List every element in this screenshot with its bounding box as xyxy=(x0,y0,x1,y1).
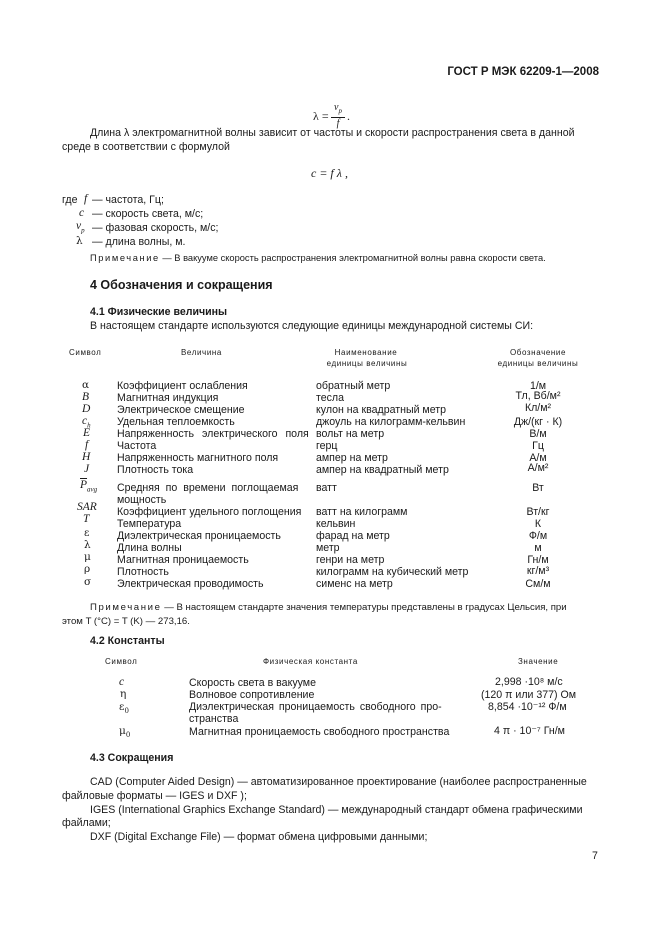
unit-symbol: Гц xyxy=(532,440,544,452)
quantity: Коэффициент удельного поглощения xyxy=(117,506,302,518)
const-symbol-eps0: $\varepsilon_0$ xyxy=(119,701,129,716)
symbol-alpha: α xyxy=(82,379,90,391)
symbol-b: B xyxy=(82,391,90,403)
section-4-title: 4 Обозначения и сокращения xyxy=(90,278,273,292)
const-name: Магнитная проницаемость свободного пространства xyxy=(189,726,450,738)
quantity: Частота xyxy=(117,440,157,452)
symbol-e: E xyxy=(83,427,91,439)
where-sym: f xyxy=(84,193,88,205)
document-header: ГОСТ Р МЭК 62209-1—2008 xyxy=(447,66,599,78)
const-name: Волновое сопротивление xyxy=(189,689,315,701)
symbol-pavg: $\overline{P}_{avg}$ xyxy=(80,479,98,494)
const-name: Диэлектрическая проницаемость свободного про- xyxy=(189,701,442,713)
quantity: Напряженность магнитного поля xyxy=(117,452,279,464)
unit-name: обратный метр xyxy=(316,380,391,392)
const-value: 8,854 ·10⁻¹² Ф/м xyxy=(488,701,567,713)
abbr-cad-cont: файловые форматы — IGES и DXF ); xyxy=(62,790,247,802)
unit-symbol: Тл, Вб/м² xyxy=(515,390,561,402)
unit-symbol: Дж/(кг · К) xyxy=(513,416,563,428)
intro-line-2: среде в соответствии с формулой xyxy=(62,141,230,153)
where-text: — скорость света, м/с; xyxy=(92,208,204,220)
unit-symbol: А/м² xyxy=(527,462,549,474)
quantity: Диэлектрическая проницаемость xyxy=(117,530,281,542)
unit-name: ампер на метр xyxy=(316,452,388,464)
note-temperature: Примечание — В настоящем стандарте значения температуры представлены в градусах Цельсия, при xyxy=(90,602,567,613)
const-symbol-mu0: $\mu_0$ xyxy=(119,725,131,740)
unit-name: джоуль на килограмм-кельвин xyxy=(316,416,466,428)
unit-name: ватт xyxy=(316,482,337,494)
symbol-t: T xyxy=(83,513,90,525)
quantity: Коэффициент ослабления xyxy=(117,380,248,392)
quantity: Напряженность электрического поля xyxy=(117,428,309,440)
where-text: — длина волны, м. xyxy=(92,236,186,248)
abbr-cad: CAD (Computer Aided Design) — автоматизированное проектирование (наиболее распространенные xyxy=(90,776,587,788)
symbol-sar: SAR xyxy=(77,501,97,513)
unit-name: кельвин xyxy=(316,518,356,530)
symbol-f: f xyxy=(85,439,89,451)
unit-symbol: См/м xyxy=(525,578,551,590)
symbol-rho: ρ xyxy=(84,563,91,575)
symbol-mu: μ xyxy=(84,551,91,563)
unit-symbol: м xyxy=(534,542,542,554)
abbr-iges-cont: файлами; xyxy=(62,817,111,829)
where-sym: λ xyxy=(76,235,83,247)
unit-symbol: В/м xyxy=(529,428,547,440)
quantity: Магнитная индукция xyxy=(117,392,219,404)
unit-symbol: 1/м xyxy=(529,380,547,392)
const-symbol-c: c xyxy=(119,676,125,688)
quantity: Средняя по времени поглощаемая xyxy=(117,482,299,494)
unit-name: герц xyxy=(316,440,338,452)
unit-symbol: Кл/м² xyxy=(524,402,552,414)
page-number: 7 xyxy=(592,850,598,862)
unit-name: метр xyxy=(316,542,340,554)
unit-name: ампер на квадратный метр xyxy=(316,464,449,476)
where-sym: $v_p$ xyxy=(76,220,85,235)
quantity: мощность xyxy=(117,494,167,506)
formula-speed: c = f λ , xyxy=(311,166,348,180)
symbol-lambda: λ xyxy=(84,539,91,551)
unit-symbol: К xyxy=(534,518,542,530)
symbol-epsilon: ε xyxy=(84,527,90,539)
const-symbol-eta: η xyxy=(120,688,127,700)
where-sym: c xyxy=(79,207,85,219)
unit-name: кулон на квадратный метр xyxy=(316,404,447,416)
note-temperature-line-2: этом T (°C) = T (K) — 273,16. xyxy=(62,616,190,627)
quantity: Удельная теплоемкость xyxy=(117,416,235,428)
intro-line-1: Длина λ электромагнитной волны зависит от частоты и скорости распространения света в данной xyxy=(90,127,575,139)
symbol-j: J xyxy=(84,463,90,475)
quantity: Электрическое смещение xyxy=(117,404,245,416)
quantity: Плотность тока xyxy=(117,464,194,476)
const-name: Скорость света в вакууме xyxy=(189,677,316,689)
unit-symbol: Ф/м xyxy=(528,530,548,542)
note-vacuum: Примечание — В вакууме скорость распространения электромагнитной волны равна скорости света. xyxy=(90,253,546,263)
unit-name: фарад на метр xyxy=(316,530,390,542)
unit-name: килограмм на кубический метр xyxy=(316,566,469,578)
abbr-dxf: DXF (Digital Exchange File) — формат обмена цифровыми данными; xyxy=(90,831,428,843)
symbol-sigma: σ xyxy=(84,576,92,588)
quantity: Магнитная проницаемость xyxy=(117,554,249,566)
const-value: 4 π · 10⁻⁷ Гн/м xyxy=(494,725,565,737)
quantity: Температура xyxy=(117,518,182,530)
unit-symbol: кг/м³ xyxy=(526,565,550,577)
quantity: Плотность xyxy=(117,566,169,578)
unit-symbol: А/м xyxy=(529,452,547,464)
section-4-3-title: 4.3 Сокращения xyxy=(90,752,174,764)
section-4-1-intro: В настоящем стандарте используются следующие единицы международной системы СИ: xyxy=(90,320,534,332)
where-text: — частота, Гц; xyxy=(92,194,164,206)
unit-name: сименс на метр xyxy=(316,578,393,590)
quantity: Длина волны xyxy=(117,542,182,554)
const-name: странства xyxy=(189,713,239,725)
section-4-2-title: 4.2 Константы xyxy=(90,635,165,647)
symbol-ch: $c_h$ xyxy=(82,415,91,430)
unit-name: тесла xyxy=(316,392,344,404)
const-value: (120 π или 377) Ом xyxy=(481,689,577,701)
unit-name: ватт на килограмм xyxy=(316,506,408,518)
symbol-h: H xyxy=(82,451,91,463)
const-value: 2,998 ·10⁸ м/с xyxy=(495,676,563,688)
unit-symbol: Вт xyxy=(532,482,544,494)
section-4-1-title: 4.1 Физические величины xyxy=(90,306,228,318)
unit-symbol: Вт/кг xyxy=(526,506,550,518)
symbol-d: D xyxy=(82,403,91,415)
where-text: — фазовая скорость, м/с; xyxy=(92,222,219,234)
quantity: Электрическая проводимость xyxy=(117,578,264,590)
unit-symbol: Гн/м xyxy=(527,554,549,566)
unit-name: генри на метр xyxy=(316,554,385,566)
abbr-iges: IGES (International Graphics Exchange Standard) — международный стандарт обмена графическими xyxy=(90,804,583,816)
unit-name: вольт на метр xyxy=(316,428,385,440)
